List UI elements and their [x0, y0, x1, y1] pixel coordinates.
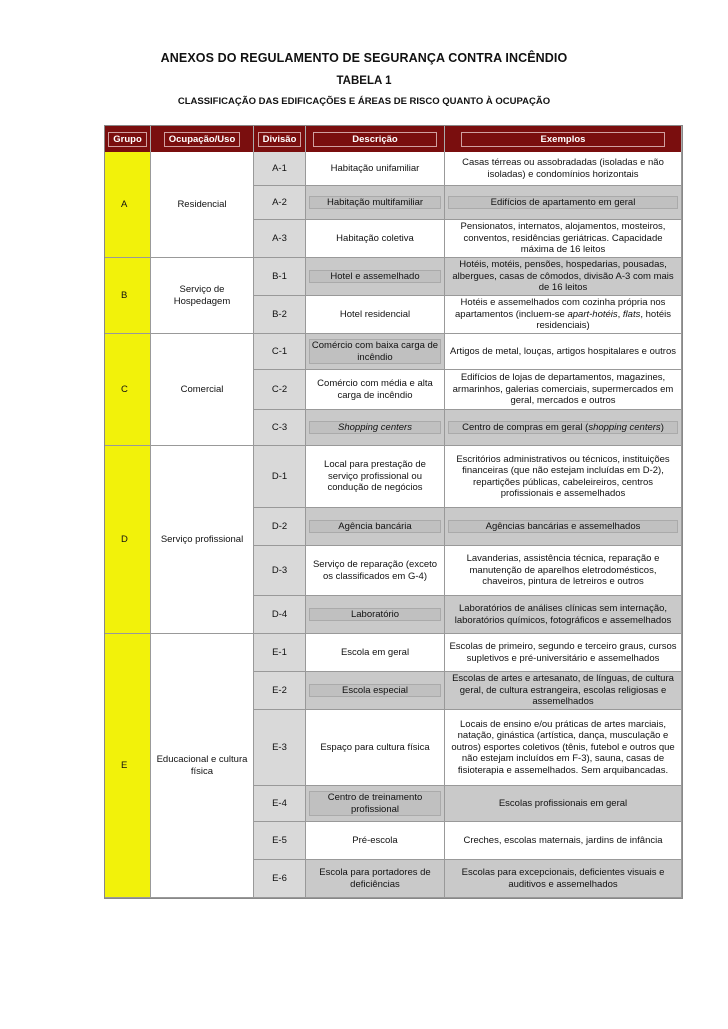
- description-cell: Habitação coletiva: [306, 220, 445, 258]
- table-subtitle: CLASSIFICAÇÃO DAS EDIFICAÇÕES E ÁREAS DE RISCO QUANTO À OCUPAÇÃO: [177, 96, 551, 107]
- division-code: E-1: [254, 634, 306, 672]
- division-code: C-1: [254, 334, 306, 370]
- description-cell: Comércio com baixa carga de incêndio: [306, 334, 445, 370]
- col-header-descricao: Descrição: [306, 126, 445, 152]
- description-cell: Escola em geral: [306, 634, 445, 672]
- division-code: B-1: [254, 258, 306, 296]
- table-row: [105, 634, 682, 672]
- examples-cell: Escolas profissionais em geral: [445, 786, 682, 822]
- table-row: [105, 258, 682, 296]
- examples-cell: Laboratórios de análises clínicas sem internação, laboratórios químicos, fotográficos e assemelhados: [445, 596, 682, 634]
- description-cell: Local para prestação de serviço profissional ou condução de negócios: [306, 446, 445, 508]
- examples-cell: Pensionatos, internatos, alojamentos, mosteiros, conventos, residências geriátricas. Capacidade máxima de 16 leitos: [445, 220, 682, 258]
- examples-cell: Hotéis e assemelhados com cozinha própria nos apartamentos (incluem-se apart-hotéis, flats, hotéis residenciais): [445, 296, 682, 334]
- division-code: E-4: [254, 786, 306, 822]
- occupancy-use: Comercial: [151, 334, 254, 446]
- description-cell: Comércio com média e alta carga de incêndio: [306, 370, 445, 410]
- table-header-row: [105, 126, 682, 152]
- table-row: [105, 152, 682, 186]
- group-code: E: [105, 634, 151, 898]
- group-code: D: [105, 446, 151, 634]
- description-cell: Serviço de reparação (exceto os classificados em G-4): [306, 546, 445, 596]
- description-cell: Agência bancária: [306, 508, 445, 546]
- table-row: [105, 334, 682, 370]
- description-cell: Hotel residencial: [306, 296, 445, 334]
- examples-cell: Hotéis, motéis, pensões, hospedarias, pousadas, albergues, casas de cômodos, divisão A-3 com mais de 16 leitos: [445, 258, 682, 296]
- division-code: E-6: [254, 860, 306, 898]
- description-cell: Espaço para cultura física: [306, 710, 445, 786]
- examples-cell: Lavanderias, assistência técnica, reparação e manutenção de aparelhos eletrodomésticos, chaveiros, pintura de letreiros e outros: [445, 546, 682, 596]
- description-cell: Pré-escola: [306, 822, 445, 860]
- division-code: E-5: [254, 822, 306, 860]
- division-code: C-2: [254, 370, 306, 410]
- examples-cell: Edifícios de apartamento em geral: [445, 186, 682, 220]
- division-code: D-4: [254, 596, 306, 634]
- division-code: E-2: [254, 672, 306, 710]
- examples-cell: Casas térreas ou assobradadas (isoladas e não isoladas) e condomínios horizontais: [445, 152, 682, 186]
- occupancy-classification-table: [104, 125, 683, 899]
- examples-cell: Creches, escolas maternais, jardins de infância: [445, 822, 682, 860]
- col-header-divisao: Divisão: [254, 126, 306, 152]
- division-code: A-2: [254, 186, 306, 220]
- division-code: A-3: [254, 220, 306, 258]
- occupancy-use: Educacional e cultura física: [151, 634, 254, 898]
- document-title: ANEXOS DO REGULAMENTO DE SEGURANÇA CONTRA INCÊNDIO: [160, 51, 568, 65]
- col-header-grupo: Grupo: [105, 126, 151, 152]
- examples-cell: Locais de ensino e/ou práticas de artes marciais, natação, ginástica (artística, dança, musculação e outros) esportes coletivos (tênis, futebol e outros que não estejam incluídos em F-3), sauna, casas de fisioterapia e assemelhados. Sem arquibancadas.: [445, 710, 682, 786]
- examples-cell: Edifícios de lojas de departamentos, magazines, armarinhos, galerias comerciais, supermercados em geral, mercados e outros: [445, 370, 682, 410]
- occupancy-use: Serviço de Hospedagem: [151, 258, 254, 334]
- division-code: C-3: [254, 410, 306, 446]
- examples-cell: Escritórios administrativos ou técnicos, instituições financeiras (que não estejam incluídas em D-2), repartições públicas, cabeleireiros, centros profissionais e assemelhados: [445, 446, 682, 508]
- col-header-exemplos: Exemplos: [445, 126, 682, 152]
- division-code: D-1: [254, 446, 306, 508]
- description-cell: Escola especial: [306, 672, 445, 710]
- examples-cell: Agências bancárias e assemelhados: [445, 508, 682, 546]
- table-row: [105, 446, 682, 508]
- division-code: A-1: [254, 152, 306, 186]
- group-code: B: [105, 258, 151, 334]
- description-cell: Habitação unifamiliar: [306, 152, 445, 186]
- col-header-ocupacao: Ocupação/Uso: [151, 126, 254, 152]
- examples-cell: Escolas para excepcionais, deficientes visuais e auditivos e assemelhados: [445, 860, 682, 898]
- examples-cell: Escolas de primeiro, segundo e terceiro graus, cursos supletivos e pré-universitário e assemelhados: [445, 634, 682, 672]
- description-cell: Shopping centers: [306, 410, 445, 446]
- division-code: E-3: [254, 710, 306, 786]
- division-code: D-2: [254, 508, 306, 546]
- group-code: C: [105, 334, 151, 446]
- description-cell: Hotel e assemelhado: [306, 258, 445, 296]
- division-code: D-3: [254, 546, 306, 596]
- group-code: A: [105, 152, 151, 258]
- occupancy-use: Serviço profissional: [151, 446, 254, 634]
- description-cell: Centro de treinamento profissional: [306, 786, 445, 822]
- description-cell: Escola para portadores de deficiências: [306, 860, 445, 898]
- examples-cell: Artigos de metal, louças, artigos hospitalares e outros: [445, 334, 682, 370]
- description-cell: Habitação multifamiliar: [306, 186, 445, 220]
- description-cell: Laboratório: [306, 596, 445, 634]
- examples-cell: Escolas de artes e artesanato, de línguas, de cultura geral, de cultura estrangeira, escolas religiosas e assemelhados: [445, 672, 682, 710]
- occupancy-use: Residencial: [151, 152, 254, 258]
- examples-cell: Centro de compras em geral (shopping centers): [445, 410, 682, 446]
- division-code: B-2: [254, 296, 306, 334]
- table-label: TABELA 1: [336, 75, 392, 87]
